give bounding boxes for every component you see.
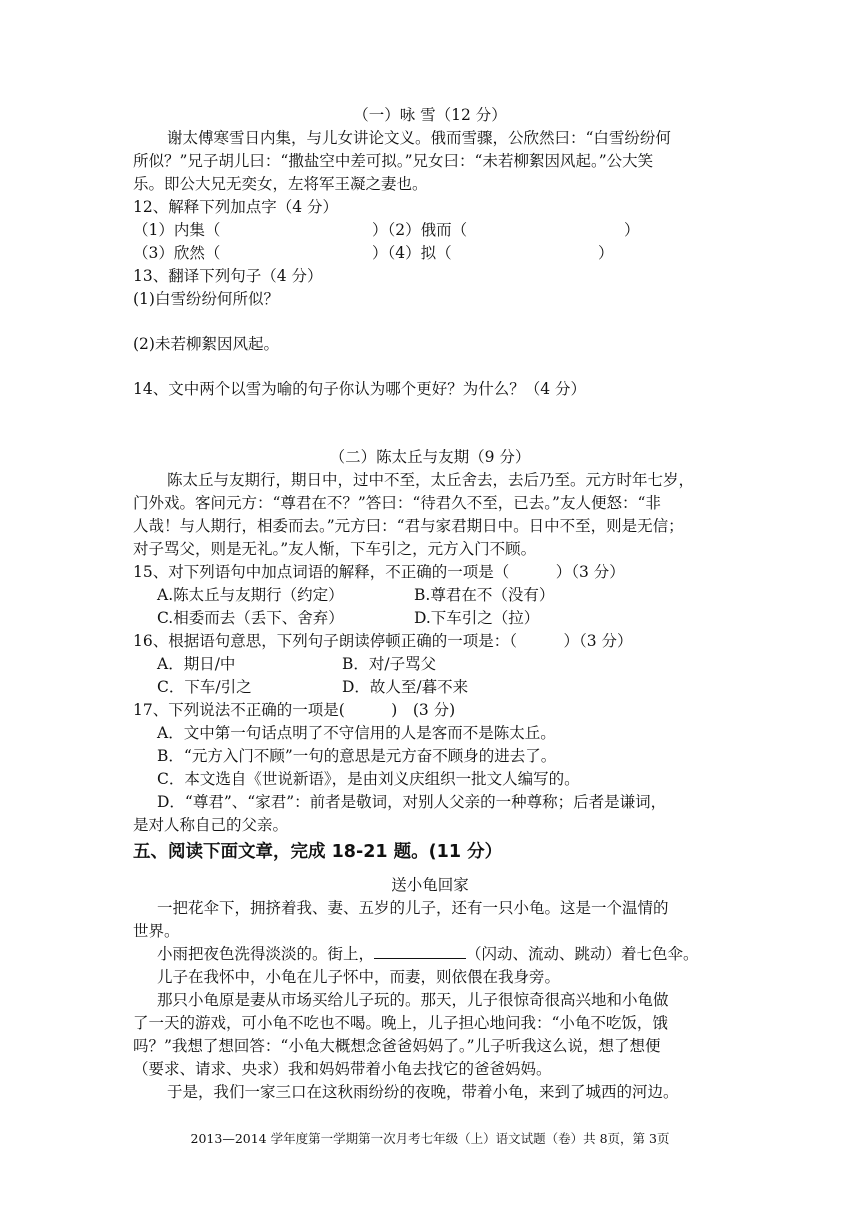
q16-option-d: D．故人至/暮不来 (342, 678, 469, 696)
passage-line: 所似？”兄子胡儿曰：“撒盐空中差可拟。”兄女曰：“未若柳絮因风起。”公大笑 (133, 152, 654, 170)
q13-item-1: (1)白雪纷纷何所似？ (133, 290, 279, 308)
question-12: 12、解释下列加点字（4 分） (133, 198, 339, 216)
article-line: 儿子在我怀中，小龟在儿子怀中，而妻，则依偎在我身旁。 (157, 968, 561, 986)
q15-option-c: C.相委而去（丢下、舍弃） (157, 609, 344, 627)
passage-line: 陈太丘与友期行，期日中，过中不至，太丘舍去，去后乃至。元方时年七岁， (167, 471, 695, 489)
q16-option-b: B．对/子骂父 (342, 655, 437, 673)
q17-option-d-cont: 是对人称自己的父亲。 (133, 816, 289, 834)
question-16: 16、根据语句意思，下列句子朗读停顿正确的一项是：（ ）（3 分） (133, 632, 633, 650)
article-text: 小雨把夜色洗得淡淡的。街上， (157, 945, 375, 963)
article-line: 吗？”我想了想回答：“小龟大概想念爸爸妈妈了。”儿子听我这么说，想了想便 (133, 1037, 661, 1055)
q12-item-4: ）（4）拟（ (372, 244, 452, 262)
article-line: 那只小龟原是妻从市场买给儿子玩的。那天，儿子很惊奇很高兴地和小龟做 (157, 991, 669, 1009)
passage-line: 乐。即公大兄无奕女，左将军王凝之妻也。 (133, 175, 428, 193)
article-line: 世界。 (133, 922, 180, 940)
passage-line: 人哉！与人期行，相委而去。”元方曰：“君与家君期日中。日中不至，则是无信； (133, 517, 684, 535)
page-footer: 2013—2014 学年度第一学期第一次月考七年级（上）语文试题（卷）共 8页，第 3页 (190, 1131, 670, 1146)
q15-option-d: D.下车引之（拉） (414, 609, 540, 627)
q12-item-2: ）（2）俄而（ (372, 221, 468, 239)
article-line-with-blank (157, 943, 699, 965)
q12-close: ） (624, 221, 640, 239)
q12-item-1: （1）内集（ (133, 221, 221, 239)
section-title-yongxue: （一）咏 雪（12 分） (353, 106, 507, 124)
question-15: 15、对下列语句中加点词语的解释，不正确的一项是（ ）（3 分） (133, 563, 625, 581)
article-title: 送小龟回家 (391, 876, 469, 894)
passage-line: 谢太傅寒雪日内集，与儿女讲论文义。俄而雪骤，公欣然曰：“白雪纷纷何 (167, 129, 671, 147)
q16-option-c: C．下车/引之 (157, 678, 252, 696)
section-heading-5: 五、阅读下面文章，完成 18-21 题。(11 分） (133, 842, 503, 862)
q12-close: ） (598, 244, 614, 262)
article-line: 了一天的游戏，可小龟不吃也不喝。晚上，儿子担心地问我：“小龟不吃饭，饿 (133, 1014, 668, 1032)
q17-option-b: B．“元方入门不顾”一句的意思是元方奋不顾身的进去了。 (157, 747, 557, 765)
article-line: 一把花伞下，拥挤着我、妻、五岁的儿子，还有一只小龟。这是一个温情的 (157, 899, 669, 917)
q15-option-a: A.陈太丘与友期行（约定） (157, 586, 344, 604)
question-14: 14、文中两个以雪为喻的句子你认为哪个更好？为什么？（4 分） (133, 380, 587, 398)
question-13: 13、翻译下列句子（4 分） (133, 267, 323, 285)
article-line: 于是，我们一家三口在这秋雨纷纷的夜晚，带着小龟，来到了城西的河边。 (167, 1083, 679, 1101)
q13-item-2: (2)未若柳絮因风起。 (133, 335, 279, 353)
article-text: （闪动、流动、跳动）着七色伞。 (466, 945, 699, 963)
passage-line: 门外戏。客问元方：“尊君在不？”答曰：“待君久不至，已去。”友人便怒：“非 (133, 494, 661, 512)
q15-option-b: B.尊君在不（没有） (414, 586, 555, 604)
article-line: （要求、请求、央求）我和妈妈带着小龟去找它的爸爸妈妈。 (133, 1060, 552, 1078)
q12-item-3: （3）欣然（ (133, 244, 221, 262)
passage-line: 对子骂父，则是无礼。”友人惭，下车引之，元方入门不顾。 (133, 540, 537, 558)
q16-option-a: A．期日/中 (157, 655, 236, 673)
section-title-chentaiqiu: （二）陈太丘与友期（9 分） (329, 448, 531, 466)
q17-option-d: D．“尊君”、“家君”：前者是敬词，对别人父亲的一种尊称；后者是谦词， (157, 793, 667, 811)
q17-option-a: A．文中第一句话点明了不守信用的人是客而不是陈太丘。 (157, 724, 556, 742)
question-17: 17、下列说法不正确的一项是( ) (3 分) (133, 701, 456, 719)
q17-option-c: C．本文选自《世说新语》，是由刘义庆组织一批文人编写的。 (157, 770, 580, 788)
fill-blank[interactable] (374, 944, 466, 959)
